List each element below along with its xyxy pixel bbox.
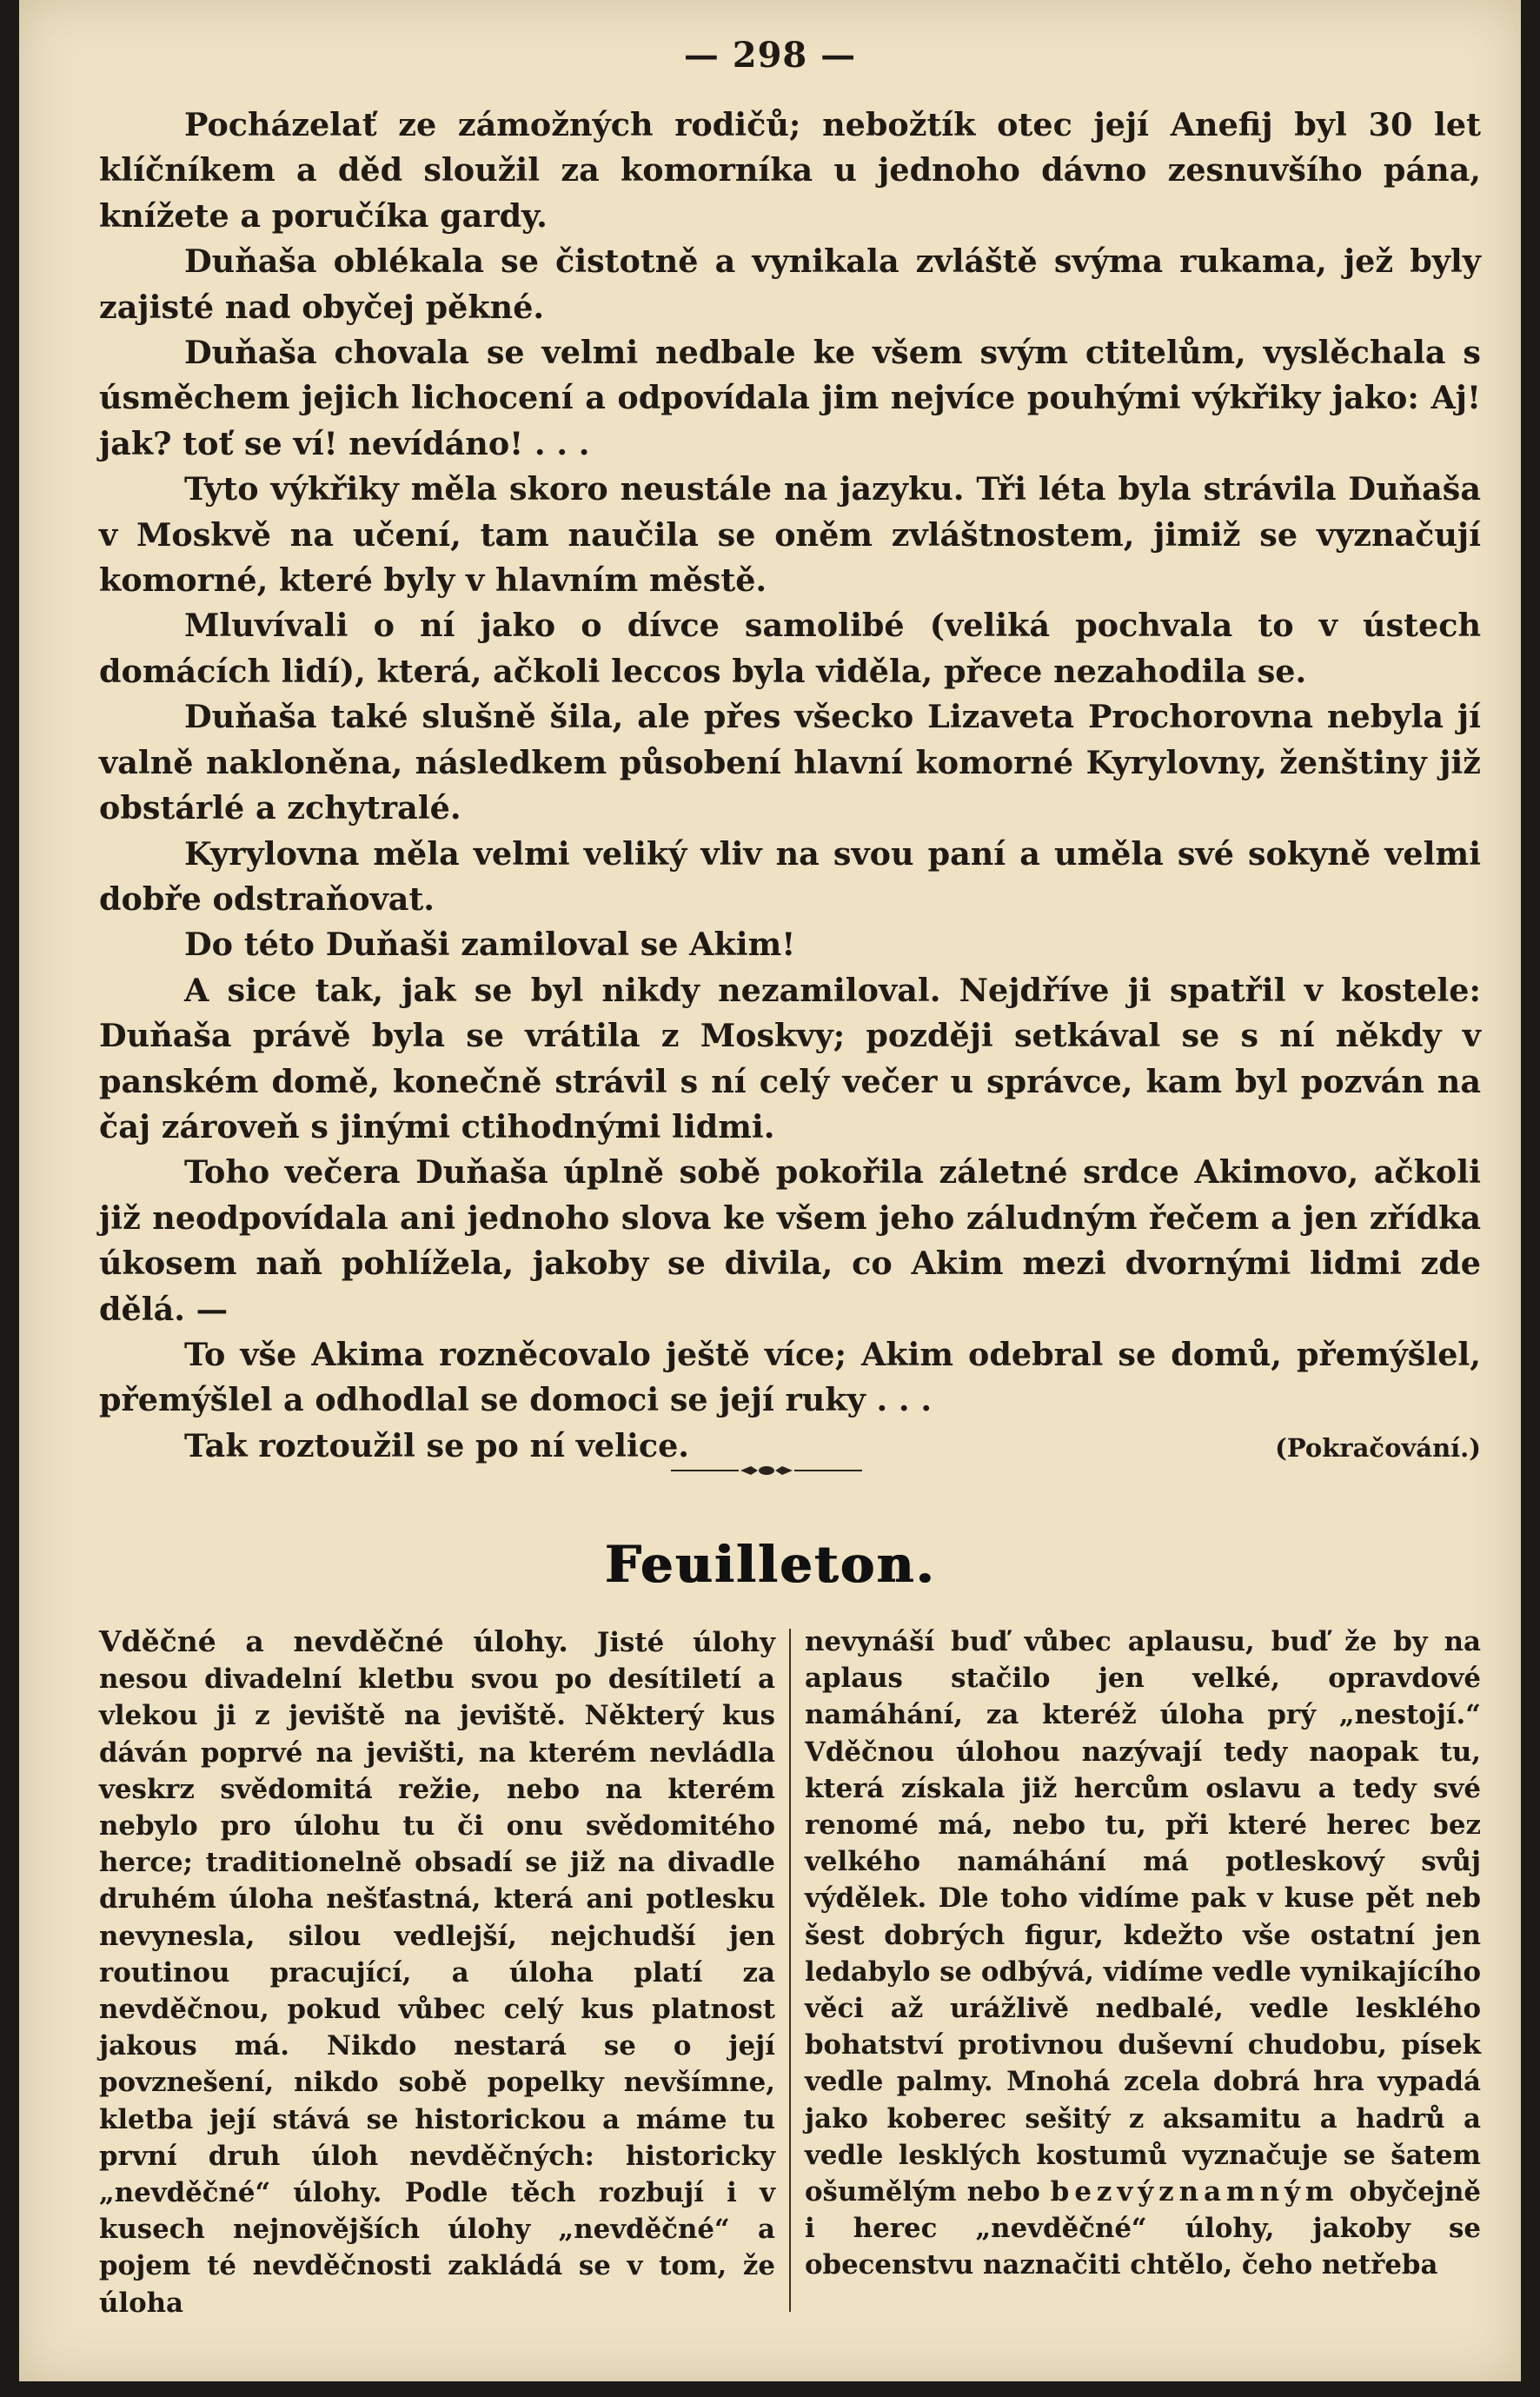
- paragraph: Duňaša také slušně šila, ale přes všecko Lizaveta Prochorovna nebyla jí valně nakloněna, následkem působení hlavní komorné Kyrylovny, ženštiny již obstárlé a zchytralé.: [99, 698, 1481, 827]
- column-left: [99, 1623, 775, 2327]
- paragraph: Pocházelať ze zámožných rodičů; nebožtík otec její Anefij byl 30 let klíčníkem a děd sloužil za komorníka u jednoho dávno zesnuvšího pána, knížete a poručíka gardy.: [99, 106, 1481, 235]
- story-text: [99, 103, 1481, 1471]
- article-text: nevynáší buď vůbec aplausu, buď že by na aplaus stačilo jen velké, opravdové namáhání, za kteréž úloha prý „nestojí.“ Vděčnou úlohou nazývají tedy naopak tu, která získala již hercům oslavu a tedy své renomé má, nebo tu, při které herec bez velkého namáhání má potleskový svůj výdělek. Dle toho vidíme pak v kuse pět neb šest dobrých figur, kdežto vše ostatní jen ledabylo se odbývá, vidíme vedle vynikajícího věci až urážlivě nedbalé, vedle lesklého bohatství protivnou duševní chudobu, písek vedle palmy. Mnohá zcela dobrá hra vypadá jako koberec sešitý z aksamitu a hadrů a vedle lesklých kostumů vyznačuje se šatem ošumělým nebo: [805, 1626, 1481, 2208]
- paragraph: Mluvívali o ní jako o dívce samolibé (veliká pochvala to v ústech domácích lidí), která, ačkoli leccos byla viděla, přece nezahodila se.: [99, 607, 1481, 690]
- continued-note: (Pokračování.): [1275, 1432, 1481, 1463]
- ornament-divider: [671, 1464, 862, 1477]
- paragraph: A sice tak, jak se byl nikdy nezamiloval. Nejdříve ji spatřil v kostele: Duňaša právě byla se vrátila z Moskvy; později setkával se s ní někdy v panském domě, konečně strávil s ní celý večer u správce, kam byl pozván na čaj zároveň s jinými ctihodnými lidmi.: [99, 971, 1481, 1145]
- column-paragraph: [805, 1623, 1481, 2284]
- paragraph: Duňaša chovala se velmi nedbale ke všem svým ctitelům, vyslěchala s úsměchem jejich lichocení a odpovídala jim nejvíce pouhými výkřiky jako: Aj! jak? toť se ví! nevídáno! . . .: [99, 334, 1481, 462]
- paragraph: Tyto výkřiky měla skoro neustále na jazyku. Tři léta byla strávila Duňaša v Moskvě na učení, tam naučila se oněm zvláštnostem, jimiž se vyznačují komorné, které byly v hlavním městě.: [99, 470, 1481, 600]
- section-title: Feuilleton.: [604, 1535, 936, 1594]
- article-text: obyčejně i herec „nevděčné“ úlohy, jakoby se obecenstvu naznačiti chtělo, čeho netřeba: [805, 2176, 1481, 2281]
- paragraph: Toho večera Duňaša úplně sobě pokořila záletné srdce Akimovo, ačkoli již neodpovídala ani jednoho slova ke všem jeho záludným řečem a jen zřídka úkosem naň pohlížela, jakoby se divila, co Akim mezi dvornými lidmi zde dělá. —: [99, 1153, 1481, 1328]
- article-heading: Vděčné a nevděčné úlohy.: [99, 1624, 568, 1658]
- newspaper-page: [19, 0, 1521, 2381]
- closing-line: Tak roztoužil se po ní velice.: [184, 1426, 690, 1464]
- feuilleton-columns: [99, 1623, 1481, 2327]
- column-right: [805, 1623, 1481, 2327]
- paragraph: To vše Akima rozněcovalo ještě více; Akim odebral se domů, přemýšlel, přemýšlel a odhodlal se domoci se její ruky . . .: [99, 1335, 1481, 1419]
- paragraph: Duňaša oblékala se čistotně a vynikala zvláště svýma rukama, jež byly zajisté nad obyčej pěkné.: [99, 242, 1481, 326]
- column-divider: [789, 1629, 791, 2312]
- paragraph: Do této Duňaši zamiloval se Akim!: [184, 926, 796, 964]
- page-number: — 298 —: [683, 35, 857, 76]
- article-text: Jisté úlohy nesou divadelní kletbu svou po desítiletí a vlekou ji z jeviště na jeviště. Některý kus dáván poprvé na jevišti, na kterém nevládla veskrz svědomitá režie, nebo na kterém nebylo pro úlohu tu či onu svědomitého herce; traditionelně obsadí se již na divadle druhém úloha nešťastná, která ani potlesku nevynesla, silou vedlejší, nejchudší jen routinou pracující, a úloha platí za nevděčnou, pokud vůbec celý kus platnost jakous má. Nikdo nestará se o její povznešení, nikdo sobě popelky nevšímne, kletba její stává se historickou a máme tu první druh úloh nevděčných: historicky „nevděčné“ úlohy. Podle těch rozbují i v kusech nejnovějších úlohy „nevděčné“ a pojem té nevděčnosti zakládá se v tom, že úloha: [99, 1627, 775, 2319]
- spaced-word: bezvýznamným: [1050, 2176, 1339, 2208]
- paragraph: Kyrylovna měla velmi veliký vliv na svou paní a uměla své sokyně velmi dobře odstraňovat.: [99, 834, 1481, 918]
- column-paragraph: [99, 1623, 775, 2321]
